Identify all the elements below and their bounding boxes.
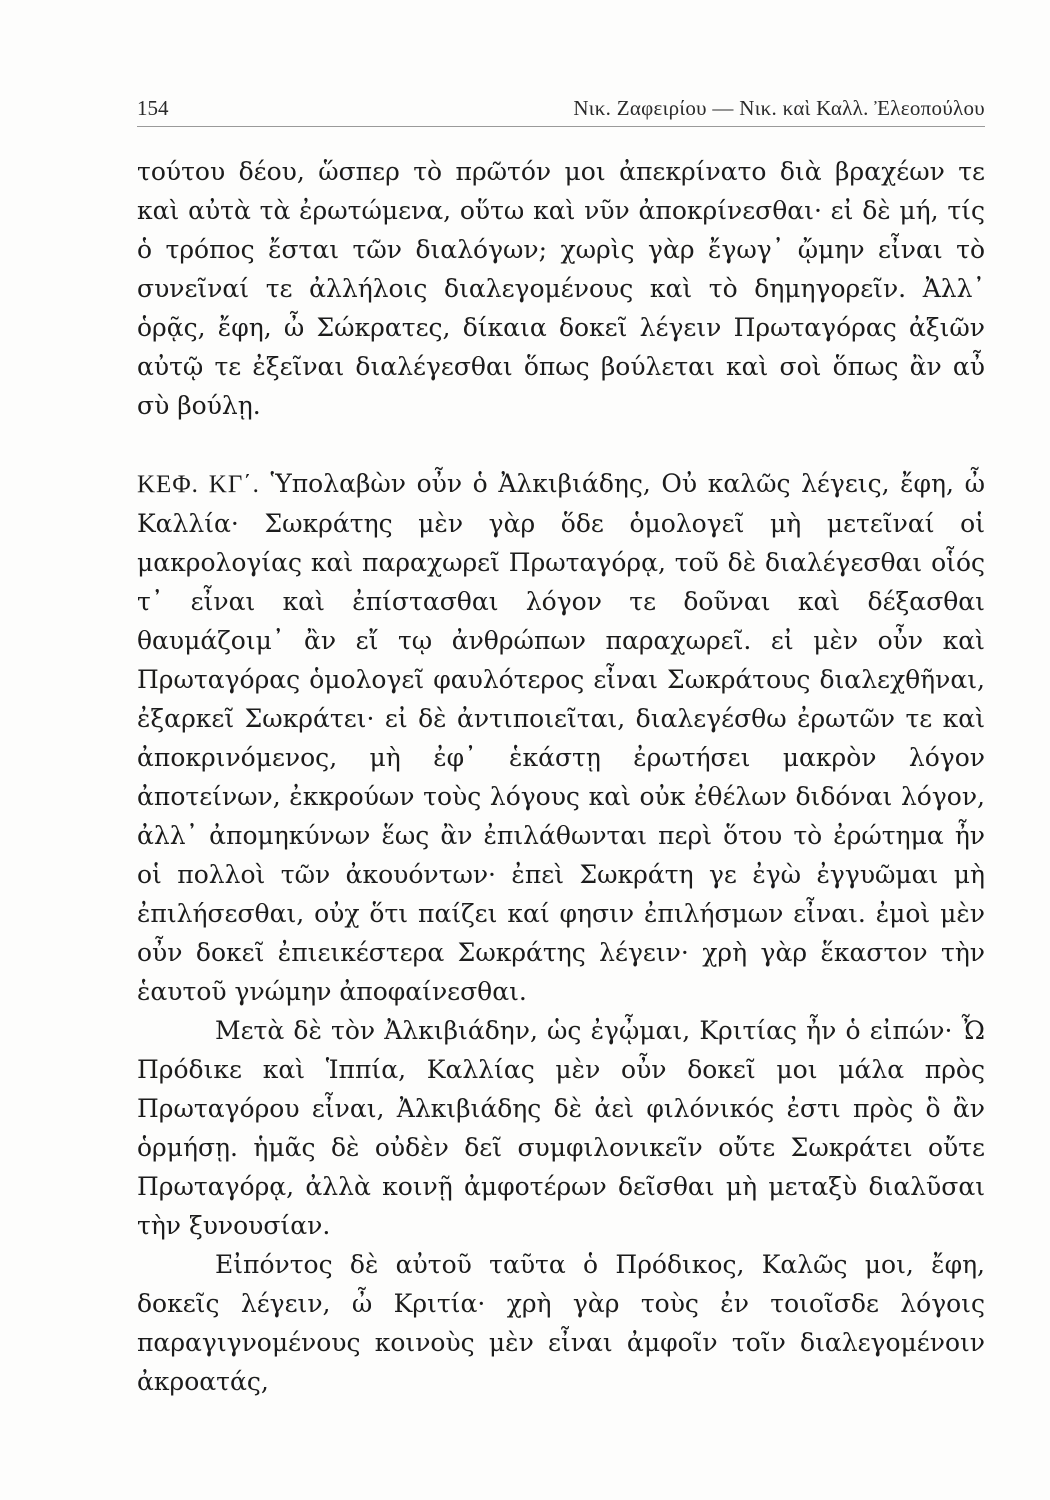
chapter-label: ΚΕΦ. ΚΓ΄. bbox=[137, 471, 260, 498]
paragraph-4: Εἰπόντος δὲ αὐτοῦ ταῦτα ὁ Πρόδικος, Καλῶς μοι, ἔφη, δοκεῖς λέγειν, ὦ Κριτία· χρὴ γὰρ τοὺς ἐν τοιοῖσδε λόγοις παραγιγνομένους κοινοὺς μὲν εἶναι ἀμφοῖν τοῖν διαλεγομένοιν ἀκροατάς, bbox=[137, 1250, 985, 1396]
paragraph-1: τούτου δέου, ὥσπερ τὸ πρῶτόν μοι ἀπεκρίνατο διὰ βραχέων τε καὶ αὐτὰ τὰ ἐρωτώμενα, οὕτω καὶ νῦν ἀποκρίνεσθαι· εἰ δὲ μή, τίς ὁ τρόπος ἔσται τῶν διαλόγων; χωρὶς γὰρ ἔγωγ᾽ ᾤμην εἶναι τὸ συνεῖναί τε ἀλλήλοις διαλεγομένους καὶ τὸ δημηγορεῖν. Ἀλλ᾽ ὁρᾷς, ἔφη, ὦ Σώκρατες, δίκαια δοκεῖ λέγειν Πρωταγόρας ἀξιῶν αὐτῷ τε ἐξεῖναι διαλέγεσθαι ὅπως βούλεται καὶ σοὶ ὅπως ἂν αὖ σὺ βούλῃ. bbox=[137, 157, 985, 420]
running-header bbox=[137, 92, 985, 127]
paragraph-2 bbox=[137, 464, 985, 1011]
page-number: 154 bbox=[137, 96, 169, 120]
body-text bbox=[137, 152, 985, 1401]
paragraph-2-text: Ὑπολαβὼν οὖν ὁ Ἀλκιβιάδης, Οὐ καλῶς λέγεις, ἔφη, ὦ Καλλία· Σωκράτης μὲν γὰρ ὅδε ὁμολογεῖ μὴ μετεῖναί οἱ μακρολογίας καὶ παραχωρεῖ Πρωταγόρᾳ, τοῦ δὲ διαλέγεσθαι οἷός τ᾽ εἶναι καὶ ἐπίστασθαι λόγον τε δοῦναι καὶ δέξασθαι θαυμάζοιμ᾽ ἂν εἴ τῳ ἀνθρώπων παραχωρεῖ. εἰ μὲν οὖν καὶ Πρωταγόρας ὁμολογεῖ φαυλότερος εἶναι Σωκράτους διαλεχθῆναι, ἐξαρκεῖ Σωκράτει· εἰ δὲ ἀντιποιεῖται, διαλεγέσθω ἐρωτῶν τε καὶ ἀποκρινόμενος, μὴ ἐφ᾽ ἑκάστῃ ἐρωτήσει μακρὸν λόγον ἀποτείνων, ἐκκρούων τοὺς λόγους καὶ οὐκ ἐθέλων διδόναι λόγον, ἀλλ᾽ ἀπομηκύνων ἕως ἂν ἐπιλάθωνται περὶ ὅτου τὸ ἐρώτημα ἦν οἱ πολλοὶ τῶν ἀκουόντων· ἐπεὶ Σωκράτη γε ἐγὼ ἐγγυῶμαι μὴ ἐπιλήσεσθαι, οὐχ ὅτι παίζει καί φησιν ἐπιλήσμων εἶναι. ἐμοὶ μὲν οὖν δοκεῖ ἐπιεικέστερα Σωκράτης λέγειν· χρὴ γὰρ ἕκαστον τὴν ἑαυτοῦ γνώμην ἀποφαίνεσθαι. bbox=[137, 469, 985, 1006]
paragraph-3: Μετὰ δὲ τὸν Ἀλκιβιάδην, ὡς ἐγᾦμαι, Κριτίας ἦν ὁ εἰπών· Ὦ Πρόδικε καὶ Ἱππία, Καλλίας μὲν οὖν δοκεῖ μοι μάλα πρὸς Πρωταγόρου εἶναι, Ἀλκιβιάδης δὲ ἀεὶ φιλόνικός ἐστι πρὸς ὃ ἂν ὁρμήσῃ. ἡμᾶς δὲ οὐδὲν δεῖ συμφιλονικεῖν οὔτε Σωκράτει οὔτε Πρωταγόρᾳ, ἀλλὰ κοινῇ ἀμφοτέρων δεῖσθαι μὴ μεταξὺ διαλῦσαι τὴν ξυνουσίαν. bbox=[137, 1016, 985, 1240]
running-title: Νικ. Ζαφειρίου — Νικ. καὶ Καλλ. Ἐλεοπούλου bbox=[573, 96, 985, 120]
